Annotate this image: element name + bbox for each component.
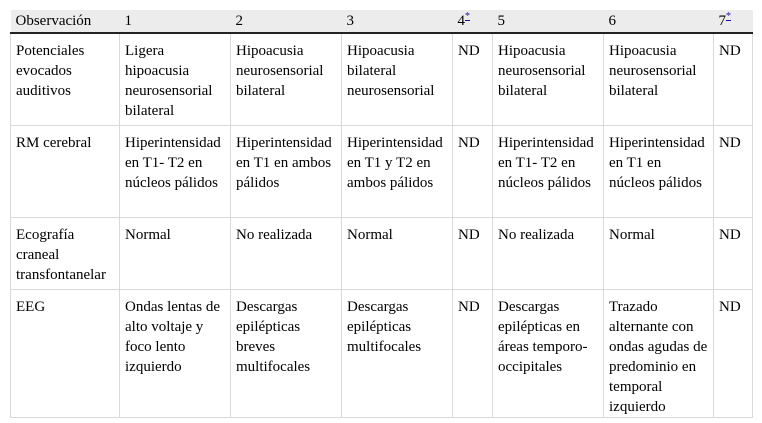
table-cell: Hipoacusia neurosensorial bilateral <box>231 33 342 126</box>
header-4-label: 4 <box>457 13 465 29</box>
row-label: EEG <box>11 290 120 418</box>
row-label: Potenciales evocados auditivos <box>11 33 120 126</box>
table-row <box>11 126 753 218</box>
footnote-link-7[interactable]: * <box>726 11 731 22</box>
table-cell: Hiperintensidad en T1 en ambos pálidos <box>231 126 342 218</box>
table-cell: Normal <box>120 218 231 290</box>
row-label: Ecografía craneal transfontanelar <box>11 218 120 290</box>
row-label: RM cerebral <box>11 126 120 218</box>
table-cell: ND <box>453 218 493 290</box>
footnote-link-4[interactable]: * <box>465 11 470 22</box>
header-1: 1 <box>120 10 231 33</box>
header-6: 6 <box>604 10 714 33</box>
table-row <box>11 290 753 418</box>
table-cell: Hiperintensidad en T1- T2 en núcleos pálidos <box>120 126 231 218</box>
table-cell: Normal <box>342 218 453 290</box>
table-cell: Hipoacusia neurosensorial bilateral <box>493 33 604 126</box>
header-row <box>11 10 753 33</box>
table-cell: Ondas lentas de alto voltaje y foco lento izquierdo <box>120 290 231 418</box>
table-cell: ND <box>453 33 493 126</box>
header-observacion: Observación <box>11 10 120 33</box>
table-cell: Hipoacusia bilateral neurosensorial <box>342 33 453 126</box>
header-3: 3 <box>342 10 453 33</box>
table-cell: ND <box>453 290 493 418</box>
table-cell: ND <box>714 290 753 418</box>
table-cell: Descargas epilépticas multifocales <box>342 290 453 418</box>
table-cell: Ligera hipoacusia neurosensorial bilateral <box>120 33 231 126</box>
header-2: 2 <box>231 10 342 33</box>
table-cell: Descargas epilépticas en áreas temporo-occipitales <box>493 290 604 418</box>
table-cell: Hiperintensidad en T1 en núcleos pálidos <box>604 126 714 218</box>
table-cell: Trazado alternante con ondas agudas de predominio en temporal izquierdo <box>604 290 714 418</box>
table-cell: ND <box>714 126 753 218</box>
table-cell: Normal <box>604 218 714 290</box>
header-4 <box>453 10 493 33</box>
header-7 <box>714 10 753 33</box>
table-cell: Hipoacusia neurosensorial bilateral <box>604 33 714 126</box>
table-row <box>11 218 753 290</box>
observations-table <box>10 10 753 418</box>
table-cell: ND <box>714 33 753 126</box>
table-cell: No realizada <box>493 218 604 290</box>
table-cell: No realizada <box>231 218 342 290</box>
table-cell: Hiperintensidad en T1- T2 en núcleos pálidos <box>493 126 604 218</box>
table-cell: ND <box>714 218 753 290</box>
table-cell: Hiperintensidad en T1 y T2 en ambos pálidos <box>342 126 453 218</box>
table-row <box>11 33 753 126</box>
header-5: 5 <box>493 10 604 33</box>
table-container <box>10 10 753 418</box>
table-cell: Descargas epilépticas breves multifocales <box>231 290 342 418</box>
header-7-label: 7 <box>718 13 726 29</box>
table-cell: ND <box>453 126 493 218</box>
